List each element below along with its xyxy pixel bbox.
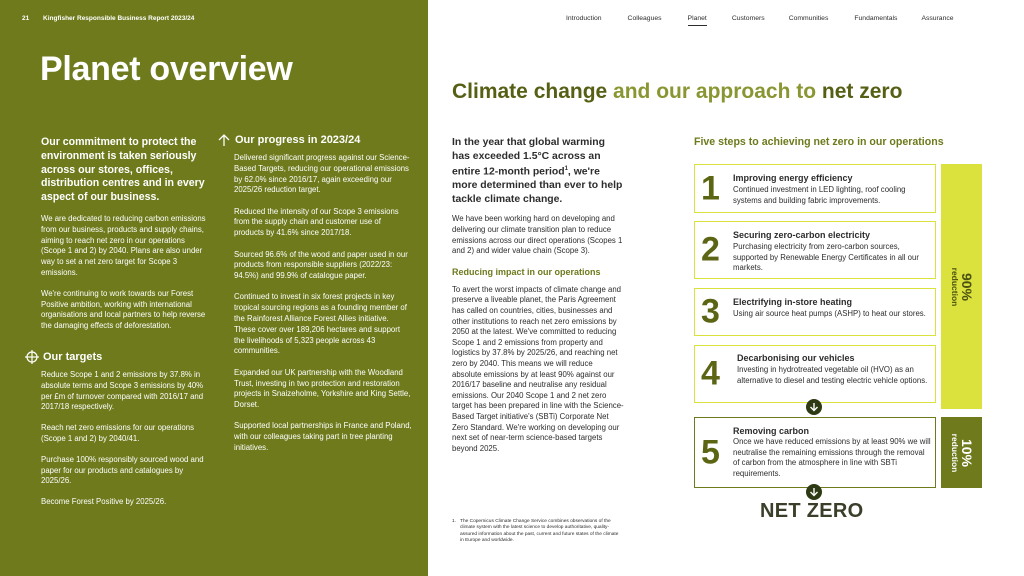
step-title: Electrifying in-store heating [733, 297, 853, 307]
step-title: Improving energy efficiency [733, 173, 853, 183]
progress-item: Reduced the intensity of our Scope 3 emissions from the supply chain and customer use of products by 41.6% since 2017/18. [234, 206, 399, 238]
target-item: Purchase 100% responsibly sourced wood and paper for our products and catalogues by 2025/26. [41, 454, 204, 486]
step-desc: Using air source heat pumps (ASHP) to heat our stores. [733, 309, 926, 318]
climate-column [452, 136, 624, 464]
step-3 [694, 288, 936, 336]
commitment-lead: Our commitment to protect the environment is taken seriously across our stores, offices, distribution centres and in every aspect of our business. [41, 136, 205, 204]
step-title: Decarbonising our vehicles [737, 353, 855, 363]
reducing-impact-body: To avert the worst impacts of climate change and preserve a liveable planet, the Paris Agreement has called on countries, cities, businesses and other institutions to reach net zero emissions by 2050 at the latest. We've committed to reducing Scope 1 and 2 emissions from property and logistics by 37.8% by 2025/26, and reaching net zero by 2040. This means we will reduce absolute emissions by at least 90% against our 2016/17 baseline and neutralise any residual emissions. Our 2040 Scope 1 and 2 net zero target has been prepared in line with the Science-Based Target initiative's (SBTi) Corporate Net Zero Standard. We're working on developing our next set of near-term science-based targets beyond 2025. [452, 284, 624, 453]
reduction-10-bar [941, 417, 982, 488]
arrow-up-icon [218, 134, 230, 146]
progress-heading [218, 134, 360, 146]
nav-customers[interactable]: Customers [731, 15, 765, 22]
reducing-impact-heading: Reducing impact in our operations [452, 266, 601, 277]
reduction-90-bar [941, 164, 982, 409]
progress-item: Sourced 96.6% of the wood and paper used in our products from responsible suppliers (2022/23: 94.5%) and 99.9% of catalogue paper. [234, 249, 408, 281]
progress-item: Delivered significant progress against our Science-Based Targets, reducing our operational emissions by 62.0% since 2016/17, again exceeding our 2025/26 reduction target. [234, 153, 410, 195]
step-number: 4 [701, 354, 720, 393]
reduction-10-percent: 10% [958, 438, 975, 467]
climate-lead-text: In the year that global warming has exceeded 1.5°C across an entire 12-month period [452, 137, 605, 178]
step-4 [694, 345, 936, 403]
step-1 [694, 164, 936, 213]
progress-item: Continued to invest in six forest projects in key tropical sourcing regions as a founding member of the Rainforest Alliance Forest Allies initiative. These cover over 189,206 hectares and support the livelihoods of 5,323 people across 43 communities. [234, 292, 407, 356]
footnote-ref: 1 [564, 166, 568, 173]
report-title: Kingfisher Responsible Business Report 2023/24 [43, 15, 195, 22]
target-item: Reduce Scope 1 and 2 emissions by 37.8% in absolute terms and Scope 3 emissions by 40% per £m of turnover compared with 2016/17 and 2017/18 respectively. [41, 370, 204, 412]
footnote [452, 519, 622, 545]
page-header [22, 15, 194, 22]
step-number: 2 [701, 230, 720, 269]
step-desc: Once we have reduced emissions by at least 90% we will neutralise the remaining emissions through the removal of carbon from the atmosphere in line with SBTi requirements. [733, 437, 931, 478]
progress-list [234, 153, 412, 464]
step-title: Removing carbon [733, 426, 810, 436]
arrow-down-icon [806, 484, 822, 500]
commitment-paragraph: We are dedicated to reducing carbon emissions from our business, products and supply chains, aiming to reach net zero in our operations (Scope 1 and 2) by 2040. Plans are also under way to set a net zero target for Scope 3 emissions. [41, 213, 206, 277]
reduction-90-text: reduction [949, 267, 960, 306]
step-number: 1 [701, 169, 720, 207]
arrow-down-icon [806, 399, 822, 415]
step-number: 5 [701, 433, 720, 471]
nav-colleagues[interactable]: Colleagues [627, 15, 662, 22]
nav-fundamentals[interactable]: Fundamentals [854, 15, 898, 22]
section-nav [566, 15, 954, 26]
targets-list [41, 370, 211, 518]
steps-title: Five steps to achieving net zero in our operations [694, 136, 944, 148]
left-panel [0, 0, 428, 576]
page-title: Planet overview [40, 50, 293, 88]
nav-planet-active[interactable]: Planet [688, 15, 707, 26]
footnote-number: 1. [452, 519, 457, 524]
net-zero-label: NET ZERO [760, 500, 864, 522]
reduction-10-text: reduction [949, 433, 960, 472]
climate-lead [452, 136, 624, 206]
climate-title-part: and our approach to [607, 80, 822, 103]
climate-intro: We have been working hard on developing and delivering our climate transition plan to reduce emissions across our direct operations (Scopes 1 and 2) and wider value chain (Scope 3). [452, 214, 623, 256]
reduction-10-label [950, 433, 974, 472]
targets-heading-text: Our targets [43, 351, 103, 363]
progress-heading-text: Our progress in 2023/24 [235, 134, 361, 146]
target-item: Reach net zero emissions for our operations (Scope 1 and 2) by 2040/41. [41, 423, 194, 443]
commitment-column [41, 136, 211, 342]
page-number: 21 [22, 15, 30, 22]
step-desc: Investing in hydrotreated vegetable oil (HVO) as an alternative to diesel and testing electric vehicle options. [737, 365, 928, 385]
targets-heading [25, 350, 102, 364]
climate-title-part: net zero [821, 80, 903, 103]
step-desc: Continued investment in LED lighting, roof cooling systems and building fabric improvements. [733, 185, 906, 205]
climate-lead-text-end: , we're more determined than ever to help tackle climate change. [452, 166, 623, 205]
commitment-paragraph: We're continuing to work towards our Forest Positive ambition, working with international organisations and local partners to help reverse the damaging effects of deforestation. [41, 288, 206, 331]
step-title: Securing zero-carbon electricity [733, 230, 871, 240]
nav-introduction[interactable]: Introduction [566, 15, 602, 22]
footnote-text: The Copernicus Climate Change Service combines observations of the climate system with the latest science to develop authoritative, quality-assured information about the past, current and future states of the climate in Europe and worldwide. [460, 519, 619, 544]
climate-title-part: Climate change [452, 80, 608, 103]
progress-item: Supported local partnerships in France and Poland, with our colleagues taking part in tree planting initiatives. [234, 421, 412, 453]
climate-title [452, 80, 902, 104]
nav-assurance[interactable]: Assurance [921, 15, 954, 22]
progress-item: Expanded our UK partnership with the Woodland Trust, investing in two protection and restoration projects in Snaizeholme, Yorkshire and King Settle, Dorset. [234, 367, 411, 410]
step-5 [694, 417, 936, 488]
step-number: 3 [701, 292, 720, 331]
crosshair-icon [25, 350, 39, 364]
step-desc: Purchasing electricity from zero-carbon sources, supported by Renewable Energy Certificates in all our markets. [733, 242, 919, 272]
target-item: Become Forest Positive by 2025/26. [41, 497, 167, 507]
nav-communities[interactable]: Communities [788, 15, 829, 22]
reduction-90-label [950, 267, 974, 306]
step-2 [694, 221, 936, 279]
reduction-90-percent: 90% [958, 272, 975, 301]
